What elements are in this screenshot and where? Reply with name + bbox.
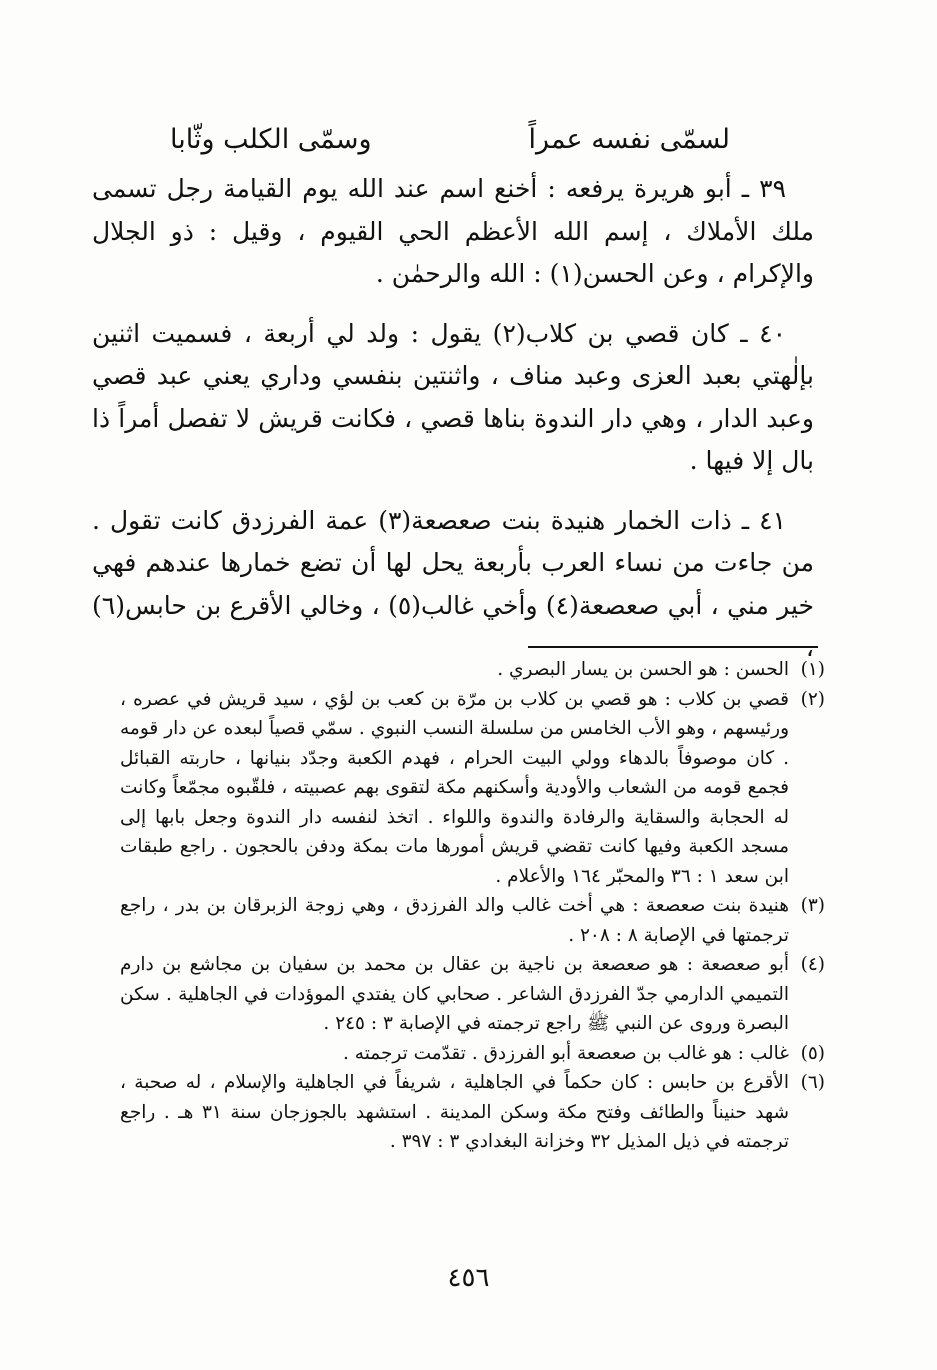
footnote xyxy=(120,891,825,950)
footnote-text: الحسن : هو الحسن بن يسار البصري . xyxy=(497,659,789,680)
footnote-text: الأقرع بن حابس : كان حكماً في الجاهلية ، شريفاً في الجاهلية والإسلام ، له صحبة ، شهد حنيناً والطائف وفتح مكة وسكن المدينة . استشهد بالجوزجان سنة ٣١ هـ . راجع ترجمته في ذيل المذيل ٣٢ وخزانة البغدادي ٣ : ٣٩٧ . xyxy=(120,1072,790,1152)
footnote-number: (٤) xyxy=(800,954,825,975)
footnote-text: غالب : هو غالب بن صعصعة أبو الفرزدق . تقدّمت ترجمته . xyxy=(343,1042,789,1064)
paragraph-40: ٤٠ ـ كان قصي بن كلاب(٢) يقول : ولد لي أربعة ، فسميت اثنين بإلٰهتي بعبد العزى وعبد مناف ، واثنتين بنفسي وداري يعني عبد قصي وعبد الدار ، وهي دار الندوة بناها قصي ، فكانت قريش لا تفصل أمراً ذا بال إلا فيها . xyxy=(92,318,814,475)
main-text xyxy=(92,168,814,670)
footnote xyxy=(120,655,825,685)
footnote xyxy=(120,950,825,1039)
footnote-text: قصي بن كلاب : هو قصي بن كلاب بن مرّة بن كعب بن لؤي ، سيد قريش في عصره ، ورئيسهم ، وهو الأب الخامس من سلسلة النسب النبوي . سمّي قصياً لبعده عن دار قومه . كان موصوفاً بالدهاء وولي البيت الحرام ، فهدم الكعبة وجدّد بنيانها ، حاربته القبائل فجمع قومه من الشعاب والأودية وأسكنهم مكة لتقوى بهم عصبيته ، فلقّبوه مجمّعاً وكانت له الحجابة والسقاية والرفادة والندوة واللواء . اتخذ لنفسه دار الندوة وجعل بابها إلى مسجد الكعبة وفيها كانت تقضي قريش أمورها مات بمكة ودفن بالحجون . راجع طبقات ابن سعد ١ : ٣٦ والمحبّر ١٦٤ والأعلام . xyxy=(120,688,789,887)
poem-verse xyxy=(170,120,730,160)
footnote xyxy=(120,1039,825,1069)
verse-first-hemistich: لسمّى نفسه عمراً xyxy=(528,124,730,155)
footnote-text: أبو صعصعة : هو صعصعة بن ناجية بن عقال بن محمد بن سفيان بن مجاشع بن دارم التميمي الدارمي جدّ الفرزدق الشاعر . صحابي كان يفتدي الموؤدات في الجاهلية . سكن البصرة وروى عن النبي ﷺ راجع ترجمته في الإصابة ٣ : ٢٤٥ . xyxy=(120,954,789,1034)
footnote-number: (٣) xyxy=(800,895,825,916)
footnotes xyxy=(120,655,825,1157)
footnote-number: (٦) xyxy=(800,1072,825,1093)
paragraph-39: ٣٩ ـ أبو هريرة يرفعه : أخنع اسم عند الله يوم القيامة رجل تسمى ملك الأملاك ، إسم الله الأعظم الحي القيوم ، وقيل : ذو الجلال والإكرام ، وعن الحسن(١) : الله والرحمٰن . xyxy=(92,174,814,288)
footnote-number: (٢) xyxy=(800,688,825,710)
page-number: ٤٥٦ xyxy=(447,1263,490,1293)
paragraph-41: ٤١ ـ ذات الخمار هنيدة بنت صعصعة(٣) عمة الفرزدق كانت تقول . من جاءت من نساء العرب بأربعة يحل لها أن تضع خمارها عندهم فهي خير مني ، أبي صعصعة(٤) وأخي غالب(٥) ، وخالي الأقرع بن حابس(٦) ، xyxy=(92,505,814,662)
footnote-number: (٥) xyxy=(800,1042,825,1064)
footnote xyxy=(120,1068,825,1157)
footnote-separator xyxy=(528,646,818,648)
verse-second-hemistich: وسمّى الكلب وثّابا xyxy=(170,124,372,155)
footnote-text: هنيدة بنت صعصعة : هي أخت غالب والد الفرزدق ، وهي زوجة الزبرقان بن بدر ، راجع ترجمتها في الإصابة ٨ : ٢٠٨ . xyxy=(120,895,789,946)
footnote xyxy=(120,685,825,892)
footnote-number: (١) xyxy=(800,659,825,680)
